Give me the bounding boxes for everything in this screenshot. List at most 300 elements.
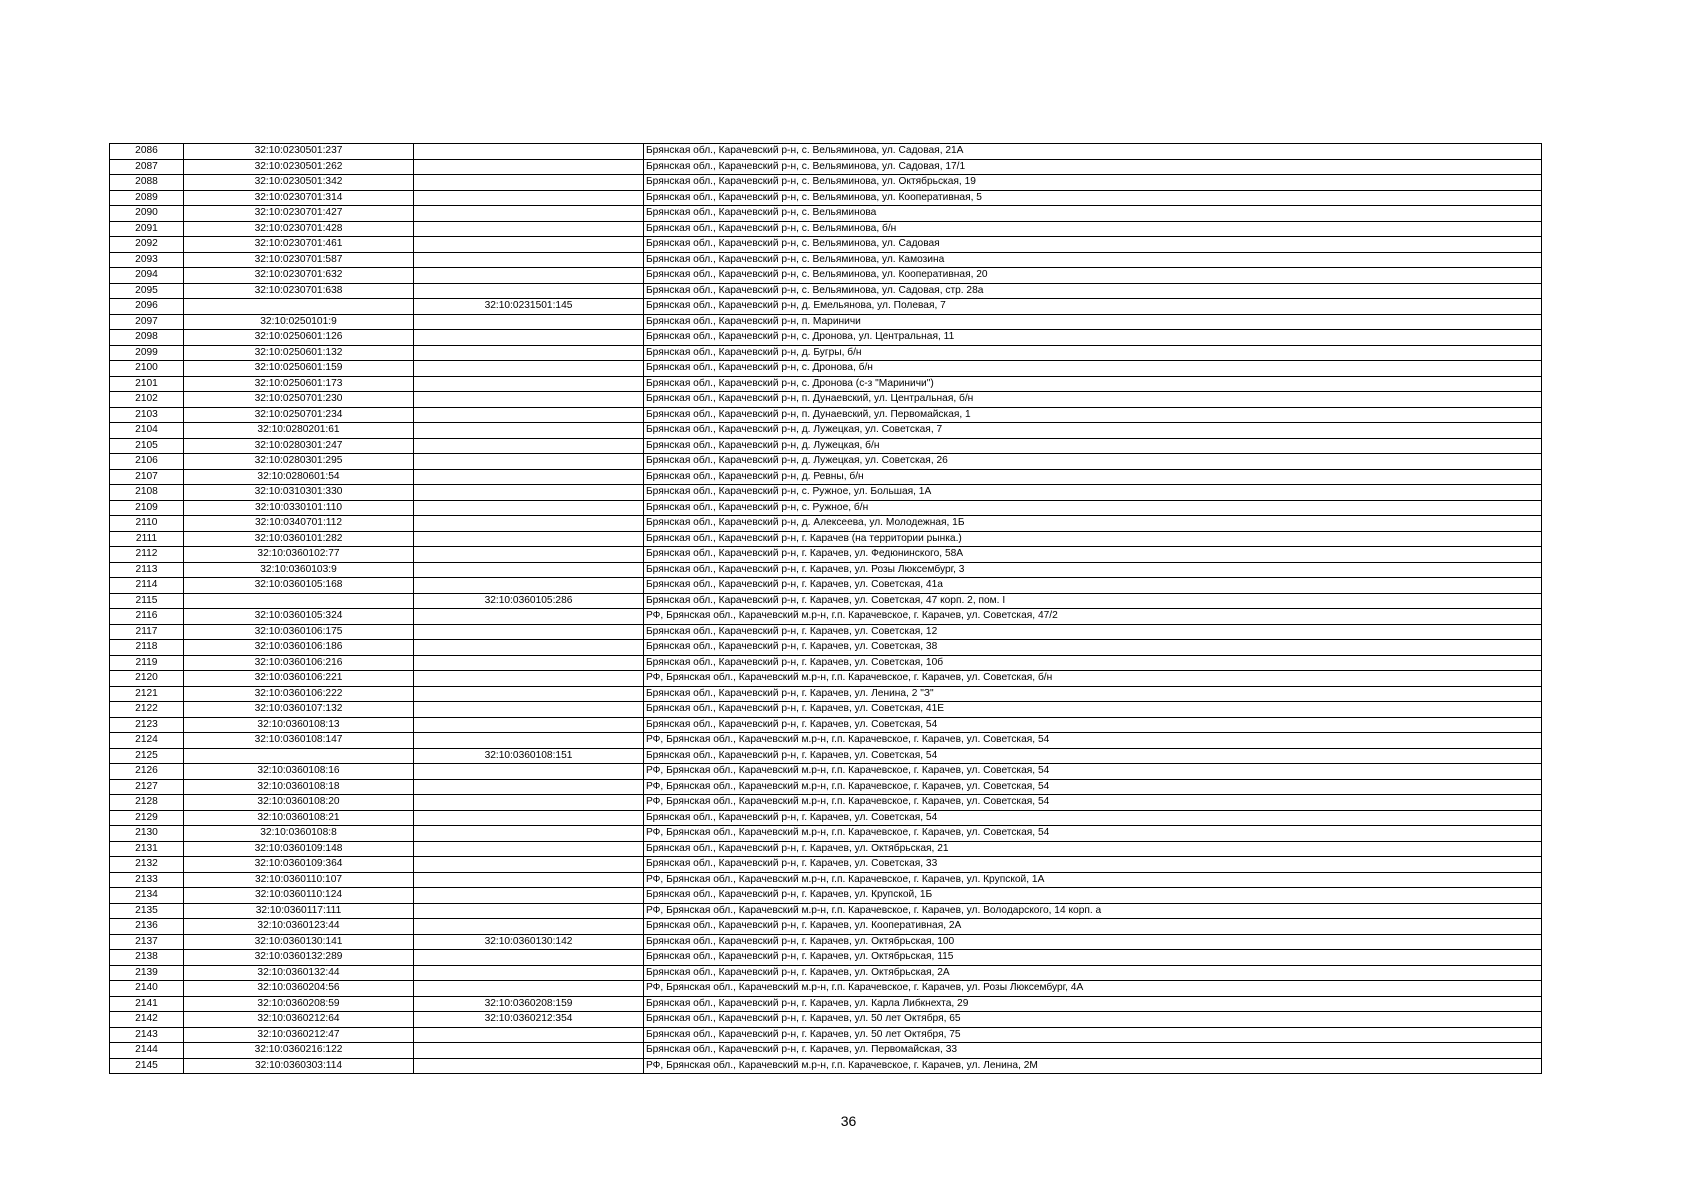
address-cell: РФ, Брянская обл., Карачевский м.р-н, г.п. Карачевское, г. Карачев, ул. Советская, 54 — [644, 779, 1542, 795]
row-number-cell: 2117 — [110, 624, 184, 640]
cadastral-number-cell: 32:10:0360108:16 — [184, 764, 414, 780]
secondary-cadastral-number-cell — [414, 252, 644, 268]
cadastral-number-cell: 32:10:0250601:173 — [184, 376, 414, 392]
cadastral-number-cell: 32:10:0360108:18 — [184, 779, 414, 795]
cadastral-number-cell: 32:10:0250701:234 — [184, 407, 414, 423]
cadastral-number-cell: 32:10:0360108:13 — [184, 717, 414, 733]
table-row — [110, 454, 1542, 470]
secondary-cadastral-number-cell — [414, 314, 644, 330]
secondary-cadastral-number-cell — [414, 562, 644, 578]
table-row — [110, 1058, 1542, 1074]
address-cell: РФ, Брянская обл., Карачевский м.р-н, г.п. Карачевское, г. Карачев, ул. Советская, 54 — [644, 733, 1542, 749]
row-number-cell: 2097 — [110, 314, 184, 330]
cadastral-number-cell: 32:10:0250601:132 — [184, 345, 414, 361]
cadastral-number-cell — [184, 593, 414, 609]
secondary-cadastral-number-cell: 32:10:0231501:145 — [414, 299, 644, 315]
row-number-cell: 2135 — [110, 903, 184, 919]
cadastral-number-cell: 32:10:0360108:20 — [184, 795, 414, 811]
row-number-cell: 2128 — [110, 795, 184, 811]
secondary-cadastral-number-cell — [414, 826, 644, 842]
cadastral-number-cell: 32:10:0280301:247 — [184, 438, 414, 454]
secondary-cadastral-number-cell — [414, 965, 644, 981]
row-number-cell: 2105 — [110, 438, 184, 454]
table-row — [110, 934, 1542, 950]
cadastral-number-cell: 32:10:0360105:168 — [184, 578, 414, 594]
cadastral-number-cell: 32:10:0360109:364 — [184, 857, 414, 873]
address-cell: Брянская обл., Карачевский р-н, д. Лужецкая, б/н — [644, 438, 1542, 454]
secondary-cadastral-number-cell — [414, 624, 644, 640]
table-row — [110, 702, 1542, 718]
cadastral-number-cell: 32:10:0360204:56 — [184, 981, 414, 997]
row-number-cell: 2131 — [110, 841, 184, 857]
secondary-cadastral-number-cell — [414, 686, 644, 702]
page-number: 36 — [840, 1113, 857, 1129]
table-row — [110, 826, 1542, 842]
row-number-cell: 2144 — [110, 1043, 184, 1059]
address-cell: Брянская обл., Карачевский р-н, с. Вельяминова, ул. Камозина — [644, 252, 1542, 268]
address-cell: Брянская обл., Карачевский р-н, г. Карачев, ул. Розы Люксембург, 3 — [644, 562, 1542, 578]
table-row — [110, 345, 1542, 361]
table-row — [110, 190, 1542, 206]
secondary-cadastral-number-cell — [414, 407, 644, 423]
table-row — [110, 624, 1542, 640]
row-number-cell: 2108 — [110, 485, 184, 501]
secondary-cadastral-number-cell — [414, 888, 644, 904]
address-cell: Брянская обл., Карачевский р-н, с. Вельяминова — [644, 206, 1542, 222]
table-row — [110, 299, 1542, 315]
cadastral-number-cell: 32:10:0360132:289 — [184, 950, 414, 966]
row-number-cell: 2123 — [110, 717, 184, 733]
secondary-cadastral-number-cell — [414, 485, 644, 501]
secondary-cadastral-number-cell: 32:10:0360108:151 — [414, 748, 644, 764]
address-cell: Брянская обл., Карачевский р-н, г. Карачев, ул. 50 лет Октября, 75 — [644, 1027, 1542, 1043]
row-number-cell: 2116 — [110, 609, 184, 625]
secondary-cadastral-number-cell — [414, 764, 644, 780]
address-cell: Брянская обл., Карачевский р-н, г. Карачев, ул. Советская, 41Е — [644, 702, 1542, 718]
row-number-cell: 2100 — [110, 361, 184, 377]
secondary-cadastral-number-cell — [414, 810, 644, 826]
row-number-cell: 2119 — [110, 655, 184, 671]
table-row — [110, 376, 1542, 392]
address-cell: Брянская обл., Карачевский р-н, п. Дунаевский, ул. Центральная, б/н — [644, 392, 1542, 408]
cadastral-number-cell: 32:10:0250601:159 — [184, 361, 414, 377]
row-number-cell: 2138 — [110, 950, 184, 966]
secondary-cadastral-number-cell: 32:10:0360105:286 — [414, 593, 644, 609]
table-row — [110, 764, 1542, 780]
row-number-cell: 2142 — [110, 1012, 184, 1028]
secondary-cadastral-number-cell — [414, 423, 644, 439]
secondary-cadastral-number-cell — [414, 175, 644, 191]
table-row — [110, 531, 1542, 547]
cadastral-number-cell: 32:10:0280301:295 — [184, 454, 414, 470]
table-row — [110, 562, 1542, 578]
table-row — [110, 159, 1542, 175]
table-row — [110, 423, 1542, 439]
secondary-cadastral-number-cell — [414, 206, 644, 222]
secondary-cadastral-number-cell: 32:10:0360212:354 — [414, 1012, 644, 1028]
row-number-cell: 2118 — [110, 640, 184, 656]
secondary-cadastral-number-cell — [414, 268, 644, 284]
address-cell: Брянская обл., Карачевский р-н, г. Карачев, ул. Октябрьская, 115 — [644, 950, 1542, 966]
cadastral-number-cell: 32:10:0360106:175 — [184, 624, 414, 640]
table-row — [110, 500, 1542, 516]
table-row — [110, 547, 1542, 563]
secondary-cadastral-number-cell — [414, 841, 644, 857]
address-cell: РФ, Брянская обл., Карачевский м.р-н, г.п. Карачевское, г. Карачев, ул. Советская, б/н — [644, 671, 1542, 687]
secondary-cadastral-number-cell — [414, 237, 644, 253]
row-number-cell: 2126 — [110, 764, 184, 780]
secondary-cadastral-number-cell — [414, 144, 644, 160]
cadastral-number-cell: 32:10:0280601:54 — [184, 469, 414, 485]
cadastral-number-cell: 32:10:0360108:147 — [184, 733, 414, 749]
registry-table — [109, 143, 1542, 1074]
cadastral-number-cell: 32:10:0230701:428 — [184, 221, 414, 237]
table-row — [110, 686, 1542, 702]
table-row — [110, 779, 1542, 795]
cadastral-number-cell: 32:10:0360123:44 — [184, 919, 414, 935]
address-cell: РФ, Брянская обл., Карачевский м.р-н, г.п. Карачевское, г. Карачев, ул. Крупской, 1А — [644, 872, 1542, 888]
cadastral-number-cell: 32:10:0360101:282 — [184, 531, 414, 547]
cadastral-number-cell: 32:10:0360132:44 — [184, 965, 414, 981]
secondary-cadastral-number-cell — [414, 1043, 644, 1059]
secondary-cadastral-number-cell — [414, 531, 644, 547]
cadastral-number-cell: 32:10:0360106:216 — [184, 655, 414, 671]
address-cell: Брянская обл., Карачевский р-н, с. Ружное, б/н — [644, 500, 1542, 516]
table-row — [110, 237, 1542, 253]
row-number-cell: 2137 — [110, 934, 184, 950]
address-cell: Брянская обл., Карачевский р-н, г. Карачев, ул. Советская, 33 — [644, 857, 1542, 873]
secondary-cadastral-number-cell — [414, 578, 644, 594]
secondary-cadastral-number-cell — [414, 919, 644, 935]
table-row — [110, 407, 1542, 423]
address-cell: Брянская обл., Карачевский р-н, с. Вельяминова, ул. Кооперативная, 20 — [644, 268, 1542, 284]
secondary-cadastral-number-cell — [414, 159, 644, 175]
cadastral-number-cell: 32:10:0360106:186 — [184, 640, 414, 656]
row-number-cell: 2093 — [110, 252, 184, 268]
table-row — [110, 733, 1542, 749]
address-cell: Брянская обл., Карачевский р-н, с. Дронова, ул. Центральная, 11 — [644, 330, 1542, 346]
address-cell: РФ, Брянская обл., Карачевский м.р-н, г.п. Карачевское, г. Карачев, ул. Советская, 54 — [644, 795, 1542, 811]
secondary-cadastral-number-cell — [414, 547, 644, 563]
secondary-cadastral-number-cell — [414, 438, 644, 454]
cadastral-number-cell: 32:10:0250701:230 — [184, 392, 414, 408]
row-number-cell: 2143 — [110, 1027, 184, 1043]
row-number-cell: 2099 — [110, 345, 184, 361]
table-row — [110, 268, 1542, 284]
cadastral-number-cell: 32:10:0230501:237 — [184, 144, 414, 160]
row-number-cell: 2107 — [110, 469, 184, 485]
row-number-cell: 2089 — [110, 190, 184, 206]
table-row — [110, 841, 1542, 857]
row-number-cell: 2103 — [110, 407, 184, 423]
table-row — [110, 175, 1542, 191]
cadastral-number-cell: 32:10:0310301:330 — [184, 485, 414, 501]
row-number-cell: 2087 — [110, 159, 184, 175]
secondary-cadastral-number-cell — [414, 779, 644, 795]
address-cell: Брянская обл., Карачевский р-н, г. Карачев, ул. Карла Либкнехта, 29 — [644, 996, 1542, 1012]
address-cell: Брянская обл., Карачевский р-н, г. Карачев, ул. Советская, 54 — [644, 810, 1542, 826]
secondary-cadastral-number-cell — [414, 609, 644, 625]
cadastral-number-cell: 32:10:0280201:61 — [184, 423, 414, 439]
secondary-cadastral-number-cell — [414, 454, 644, 470]
secondary-cadastral-number-cell — [414, 1058, 644, 1074]
address-cell: Брянская обл., Карачевский р-н, с. Ружное, ул. Большая, 1А — [644, 485, 1542, 501]
row-number-cell: 2090 — [110, 206, 184, 222]
cadastral-number-cell: 32:10:0360105:324 — [184, 609, 414, 625]
table-row — [110, 1043, 1542, 1059]
address-cell: Брянская обл., Карачевский р-н, г. Карачев, ул. Федюнинского, 58А — [644, 547, 1542, 563]
address-cell: Брянская обл., Карачевский р-н, с. Вельяминова, ул. Кооперативная, 5 — [644, 190, 1542, 206]
address-cell: Брянская обл., Карачевский р-н, д. Алексеева, ул. Молодежная, 1Б — [644, 516, 1542, 532]
address-cell: РФ, Брянская обл., Карачевский м.р-н, г.п. Карачевское, г. Карачев, ул. Ленина, 2М — [644, 1058, 1542, 1074]
secondary-cadastral-number-cell — [414, 717, 644, 733]
table-row — [110, 609, 1542, 625]
row-number-cell: 2114 — [110, 578, 184, 594]
row-number-cell: 2110 — [110, 516, 184, 532]
secondary-cadastral-number-cell — [414, 671, 644, 687]
address-cell: Брянская обл., Карачевский р-н, п. Мариничи — [644, 314, 1542, 330]
secondary-cadastral-number-cell — [414, 950, 644, 966]
row-number-cell: 2112 — [110, 547, 184, 563]
address-cell: Брянская обл., Карачевский р-н, с. Дронова (с-з "Мариничи") — [644, 376, 1542, 392]
cadastral-number-cell: 32:10:0250101:9 — [184, 314, 414, 330]
row-number-cell: 2088 — [110, 175, 184, 191]
secondary-cadastral-number-cell — [414, 500, 644, 516]
row-number-cell: 2134 — [110, 888, 184, 904]
address-cell: Брянская обл., Карачевский р-н, г. Карачев, ул. Ленина, 2 "З" — [644, 686, 1542, 702]
registry-table-body — [110, 144, 1542, 1074]
table-row — [110, 640, 1542, 656]
secondary-cadastral-number-cell — [414, 190, 644, 206]
address-cell: Брянская обл., Карачевский р-н, с. Вельяминова, ул. Садовая, 17/1 — [644, 159, 1542, 175]
secondary-cadastral-number-cell — [414, 872, 644, 888]
row-number-cell: 2125 — [110, 748, 184, 764]
cadastral-number-cell — [184, 299, 414, 315]
address-cell: Брянская обл., Карачевский р-н, г. Карачев, ул. Советская, 54 — [644, 717, 1542, 733]
address-cell: Брянская обл., Карачевский р-н, г. Карачев, ул. 50 лет Октября, 65 — [644, 1012, 1542, 1028]
cadastral-number-cell: 32:10:0340701:112 — [184, 516, 414, 532]
address-cell: Брянская обл., Карачевский р-н, п. Дунаевский, ул. Первомайская, 1 — [644, 407, 1542, 423]
table-row — [110, 578, 1542, 594]
row-number-cell: 2106 — [110, 454, 184, 470]
address-cell: Брянская обл., Карачевский р-н, г. Карачев (на территории рынка.) — [644, 531, 1542, 547]
table-row — [110, 392, 1542, 408]
table-row — [110, 221, 1542, 237]
secondary-cadastral-number-cell — [414, 795, 644, 811]
cadastral-number-cell: 32:10:0360212:64 — [184, 1012, 414, 1028]
address-cell: Брянская обл., Карачевский р-н, д. Лужецкая, ул. Советская, 7 — [644, 423, 1542, 439]
cadastral-number-cell: 32:10:0360106:222 — [184, 686, 414, 702]
secondary-cadastral-number-cell — [414, 330, 644, 346]
secondary-cadastral-number-cell — [414, 283, 644, 299]
row-number-cell: 2139 — [110, 965, 184, 981]
secondary-cadastral-number-cell: 32:10:0360208:159 — [414, 996, 644, 1012]
table-row — [110, 314, 1542, 330]
cadastral-number-cell: 32:10:0360103:9 — [184, 562, 414, 578]
secondary-cadastral-number-cell — [414, 702, 644, 718]
row-number-cell: 2092 — [110, 237, 184, 253]
cadastral-number-cell: 32:10:0360109:148 — [184, 841, 414, 857]
address-cell: Брянская обл., Карачевский р-н, г. Карачев, ул. Советская, 10б — [644, 655, 1542, 671]
table-row — [110, 1012, 1542, 1028]
secondary-cadastral-number-cell — [414, 1027, 644, 1043]
secondary-cadastral-number-cell — [414, 640, 644, 656]
secondary-cadastral-number-cell — [414, 469, 644, 485]
row-number-cell: 2140 — [110, 981, 184, 997]
table-row — [110, 903, 1542, 919]
table-row — [110, 330, 1542, 346]
table-row — [110, 981, 1542, 997]
row-number-cell: 2095 — [110, 283, 184, 299]
address-cell: Брянская обл., Карачевский р-н, г. Карачев, ул. Кооперативная, 2А — [644, 919, 1542, 935]
secondary-cadastral-number-cell — [414, 221, 644, 237]
row-number-cell: 2124 — [110, 733, 184, 749]
address-cell: Брянская обл., Карачевский р-н, с. Вельяминова, ул. Садовая, стр. 28а — [644, 283, 1542, 299]
row-number-cell: 2121 — [110, 686, 184, 702]
cadastral-number-cell: 32:10:0360212:47 — [184, 1027, 414, 1043]
address-cell: Брянская обл., Карачевский р-н, г. Карачев, ул. Первомайская, 33 — [644, 1043, 1542, 1059]
table-row — [110, 206, 1542, 222]
row-number-cell: 2098 — [110, 330, 184, 346]
address-cell: Брянская обл., Карачевский р-н, г. Карачев, ул. Советская, 47 корп. 2, пом. I — [644, 593, 1542, 609]
cadastral-number-cell: 32:10:0230701:461 — [184, 237, 414, 253]
cadastral-number-cell: 32:10:0360110:124 — [184, 888, 414, 904]
cadastral-number-cell: 32:10:0360110:107 — [184, 872, 414, 888]
row-number-cell: 2115 — [110, 593, 184, 609]
row-number-cell: 2091 — [110, 221, 184, 237]
table-row — [110, 950, 1542, 966]
cadastral-number-cell: 32:10:0360303:114 — [184, 1058, 414, 1074]
table-row — [110, 717, 1542, 733]
secondary-cadastral-number-cell — [414, 981, 644, 997]
address-cell: РФ, Брянская обл., Карачевский м.р-н, г.п. Карачевское, г. Карачев, ул. Советская, 54 — [644, 826, 1542, 842]
address-cell: РФ, Брянская обл., Карачевский м.р-н, г.п. Карачевское, г. Карачев, ул. Розы Люксембург, 4А — [644, 981, 1542, 997]
table-row — [110, 919, 1542, 935]
table-row — [110, 888, 1542, 904]
address-cell: Брянская обл., Карачевский р-н, г. Карачев, ул. Советская, 54 — [644, 748, 1542, 764]
cadastral-number-cell: 32:10:0230501:262 — [184, 159, 414, 175]
address-cell: Брянская обл., Карачевский р-н, г. Карачев, ул. Октябрьская, 100 — [644, 934, 1542, 950]
row-number-cell: 2096 — [110, 299, 184, 315]
address-cell: Брянская обл., Карачевский р-н, д. Ревны, б/н — [644, 469, 1542, 485]
cadastral-number-cell: 32:10:0230701:314 — [184, 190, 414, 206]
row-number-cell: 2102 — [110, 392, 184, 408]
address-cell: Брянская обл., Карачевский р-н, г. Карачев, ул. Октябрьская, 2А — [644, 965, 1542, 981]
cadastral-number-cell: 32:10:0360208:59 — [184, 996, 414, 1012]
table-row — [110, 872, 1542, 888]
address-cell: Брянская обл., Карачевский р-н, с. Вельяминова, ул. Октябрьская, 19 — [644, 175, 1542, 191]
table-row — [110, 283, 1542, 299]
table-row — [110, 748, 1542, 764]
row-number-cell: 2094 — [110, 268, 184, 284]
table-row — [110, 996, 1542, 1012]
row-number-cell: 2141 — [110, 996, 184, 1012]
table-row — [110, 485, 1542, 501]
table-row — [110, 655, 1542, 671]
row-number-cell: 2122 — [110, 702, 184, 718]
address-cell: Брянская обл., Карачевский р-н, г. Карачев, ул. Советская, 41а — [644, 578, 1542, 594]
cadastral-number-cell: 32:10:0360107:132 — [184, 702, 414, 718]
row-number-cell: 2130 — [110, 826, 184, 842]
secondary-cadastral-number-cell — [414, 392, 644, 408]
cadastral-number-cell: 32:10:0250601:126 — [184, 330, 414, 346]
secondary-cadastral-number-cell — [414, 345, 644, 361]
cadastral-number-cell: 32:10:0360216:122 — [184, 1043, 414, 1059]
secondary-cadastral-number-cell — [414, 903, 644, 919]
row-number-cell: 2136 — [110, 919, 184, 935]
cadastral-number-cell: 32:10:0230701:638 — [184, 283, 414, 299]
row-number-cell: 2129 — [110, 810, 184, 826]
cadastral-number-cell — [184, 748, 414, 764]
secondary-cadastral-number-cell: 32:10:0360130:142 — [414, 934, 644, 950]
address-cell: РФ, Брянская обл., Карачевский м.р-н, г.п. Карачевское, г. Карачев, ул. Володарского, 14 корп. а — [644, 903, 1542, 919]
address-cell: Брянская обл., Карачевский р-н, д. Лужецкая, ул. Советская, 26 — [644, 454, 1542, 470]
address-cell: Брянская обл., Карачевский р-н, с. Вельяминова, ул. Садовая — [644, 237, 1542, 253]
cadastral-number-cell: 32:10:0360108:21 — [184, 810, 414, 826]
cadastral-number-cell: 32:10:0360130:141 — [184, 934, 414, 950]
table-row — [110, 795, 1542, 811]
row-number-cell: 2111 — [110, 531, 184, 547]
address-cell: Брянская обл., Карачевский р-н, с. Вельяминова, ул. Садовая, 21А — [644, 144, 1542, 160]
table-row — [110, 1027, 1542, 1043]
secondary-cadastral-number-cell — [414, 376, 644, 392]
row-number-cell: 2113 — [110, 562, 184, 578]
row-number-cell: 2145 — [110, 1058, 184, 1074]
cadastral-number-cell: 32:10:0230701:427 — [184, 206, 414, 222]
cadastral-number-cell: 32:10:0330101:110 — [184, 500, 414, 516]
table-row — [110, 671, 1542, 687]
row-number-cell: 2104 — [110, 423, 184, 439]
secondary-cadastral-number-cell — [414, 655, 644, 671]
table-row — [110, 469, 1542, 485]
address-cell: Брянская обл., Карачевский р-н, г. Карачев, ул. Октябрьская, 21 — [644, 841, 1542, 857]
cadastral-number-cell: 32:10:0230701:587 — [184, 252, 414, 268]
secondary-cadastral-number-cell — [414, 733, 644, 749]
cadastral-number-cell: 32:10:0360108:8 — [184, 826, 414, 842]
address-cell: Брянская обл., Карачевский р-н, г. Карачев, ул. Советская, 12 — [644, 624, 1542, 640]
table-row — [110, 857, 1542, 873]
row-number-cell: 2132 — [110, 857, 184, 873]
cadastral-number-cell: 32:10:0360106:221 — [184, 671, 414, 687]
address-cell: Брянская обл., Карачевский р-н, с. Дронова, б/н — [644, 361, 1542, 377]
table-row — [110, 593, 1542, 609]
row-number-cell: 2101 — [110, 376, 184, 392]
table-row — [110, 438, 1542, 454]
row-number-cell: 2127 — [110, 779, 184, 795]
address-cell: Брянская обл., Карачевский р-н, г. Карачев, ул. Крупской, 1Б — [644, 888, 1542, 904]
secondary-cadastral-number-cell — [414, 361, 644, 377]
address-cell: Брянская обл., Карачевский р-н, д. Емельянова, ул. Полевая, 7 — [644, 299, 1542, 315]
table-row — [110, 516, 1542, 532]
row-number-cell: 2133 — [110, 872, 184, 888]
secondary-cadastral-number-cell — [414, 857, 644, 873]
table-row — [110, 810, 1542, 826]
cadastral-number-cell: 32:10:0230501:342 — [184, 175, 414, 191]
address-cell: Брянская обл., Карачевский р-н, д. Бугры, б/н — [644, 345, 1542, 361]
address-cell: РФ, Брянская обл., Карачевский м.р-н, г.п. Карачевское, г. Карачев, ул. Советская, 47/2 — [644, 609, 1542, 625]
table-row — [110, 361, 1542, 377]
table-row — [110, 144, 1542, 160]
address-cell: РФ, Брянская обл., Карачевский м.р-н, г.п. Карачевское, г. Карачев, ул. Советская, 54 — [644, 764, 1542, 780]
address-cell: Брянская обл., Карачевский р-н, с. Вельяминова, б/н — [644, 221, 1542, 237]
row-number-cell: 2086 — [110, 144, 184, 160]
secondary-cadastral-number-cell — [414, 516, 644, 532]
table-row — [110, 965, 1542, 981]
row-number-cell: 2120 — [110, 671, 184, 687]
address-cell: Брянская обл., Карачевский р-н, г. Карачев, ул. Советская, 38 — [644, 640, 1542, 656]
row-number-cell: 2109 — [110, 500, 184, 516]
cadastral-number-cell: 32:10:0360102:77 — [184, 547, 414, 563]
